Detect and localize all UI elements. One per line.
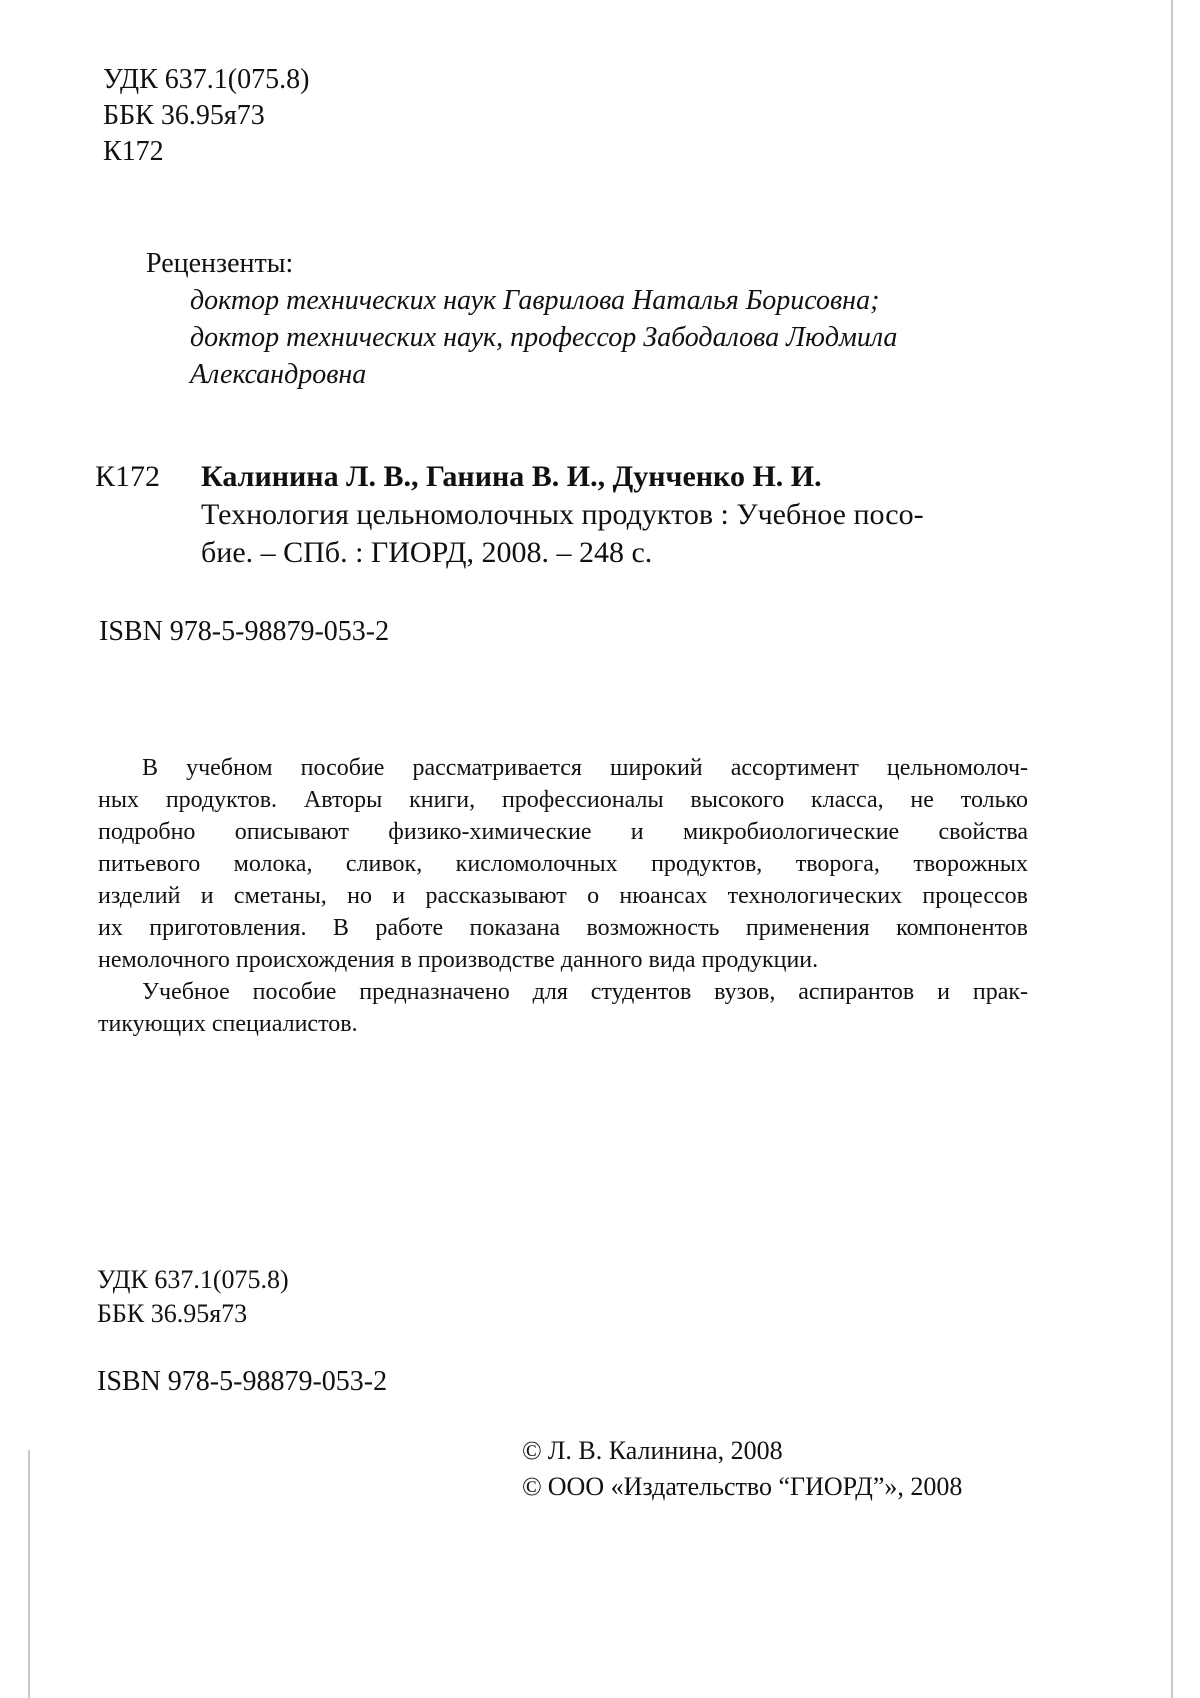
udk-code: УДК 637.1(075.8) [97,1265,289,1294]
annotation-line: немолочного происхождения в производстве данного вида продукции. [98,947,819,973]
biblio-code: К172 [95,460,161,493]
copyright-symbol: © [522,1472,542,1501]
page-edge-left [28,1450,30,1698]
annotation-line: тикующих специалистов. [98,1011,358,1037]
annotation-line: их приготовления. В работе показана возможность применения компонентов [98,915,1028,941]
annotation-line: изделий и сметаны, но и рассказывают о нюансах технологических процессов [98,883,1028,909]
udk-code: УДК 637.1(075.8) [103,64,310,95]
annotation-line: В учебном пособие рассматривается широкий ассортимент цельномолоч- [142,755,1028,781]
reviewer-line: доктор технических наук Гаврилова Наталья Борисовна; [190,285,880,316]
reviewers-title: Рецензенты: [146,248,294,279]
annotation [98,752,1028,1040]
biblio-description [201,496,924,572]
isbn-top: ISBN 978-5-98879-053-2 [99,616,390,647]
bbk-code: ББК 36.95я73 [97,1299,248,1328]
copyright-line [522,1433,962,1469]
copyright-notice [522,1433,962,1505]
annotation-line: ных продуктов. Авторы книги, профессионалы высокого класса, не только [98,787,1028,813]
annotation-line: подробно описывают физико-химические и микробиологические свойства [98,819,1028,845]
reviewer-line: Александровна [190,359,367,390]
reviewer-line: доктор технических наук, профессор Забодалова Людмила [190,322,898,353]
copyright-text: Л. В. Калинина, 2008 [547,1436,783,1465]
bbk-code: ББК 36.95я73 [103,100,265,131]
copyright-line [522,1469,962,1505]
top-classification-codes [103,62,309,170]
author-sign-code: К172 [103,136,164,167]
annotation-line: питьевого молока, сливок, кисломолочных продуктов, творога, творожных [98,851,1028,877]
annotation-line: Учебное пособие предназначено для студентов вузов, аспирантов и прак- [142,979,1028,1005]
page-edge-right [1171,0,1173,1698]
bottom-classification-codes [97,1263,289,1331]
reviewers-section [146,246,897,393]
biblio-description-line: бие. – СПб. : ГИОРД, 2008. – 248 с. [201,536,653,569]
copyright-text: ООО «Издательство “ГИОРД”», 2008 [547,1472,963,1501]
copyright-symbol: © [522,1436,542,1465]
biblio-authors: Калинина Л. В., Ганина В. И., Дунченко Н. И. [201,460,822,493]
isbn-bottom: ISBN 978-5-98879-053-2 [97,1366,388,1397]
biblio-description-line: Технология цельномолочных продуктов : Учебное посо- [201,498,924,531]
